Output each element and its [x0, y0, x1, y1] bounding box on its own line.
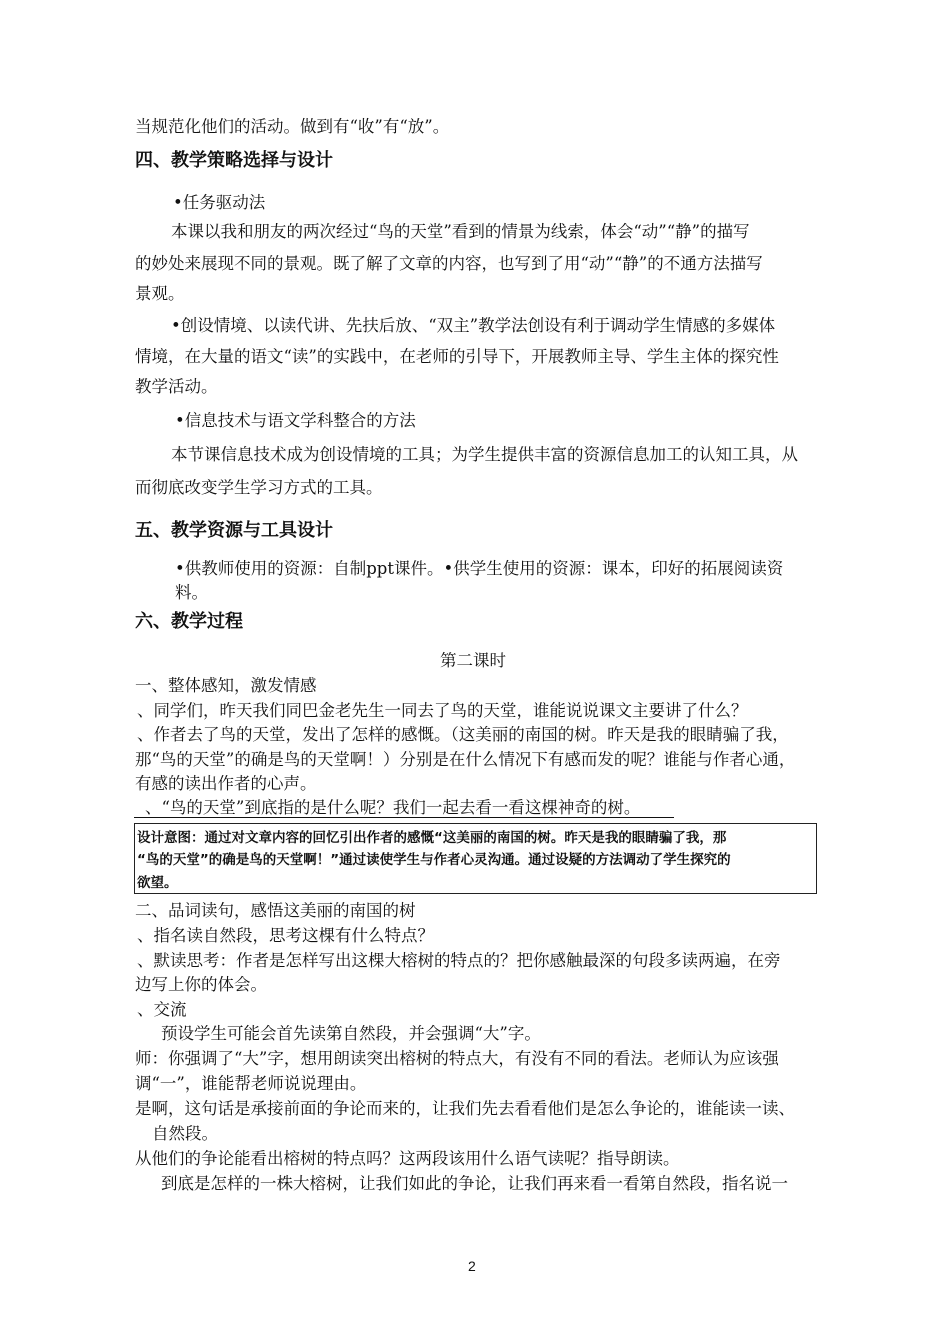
box-line: 欲望。 — [137, 875, 178, 891]
subheading: 一、整体感知，激发情感 — [135, 676, 317, 695]
text-line: 、作者去了鸟的天堂，发出了怎样的感慨。（这美丽的南国的树。昨天是我的眼睛骗了我， — [137, 725, 789, 744]
bullet-item: •信息技术与语文学科整合的方法 — [175, 411, 416, 430]
text-line: 教学活动。 — [135, 377, 218, 396]
text-line: 预设学生可能会首先读第自然段，并会强调“大”字。 — [161, 1024, 541, 1043]
box-line: 设计意图：通过对文章内容的回忆引出作者的感慨“这美丽的南国的树。昨天是我的眼睛骗了我，那 — [137, 830, 727, 846]
text-line: 、指名读自然段，思考这棵有什么特点？ — [137, 926, 434, 945]
text-line: 、同学们，昨天我们同巴金老先生一同去了鸟的天堂，谁能说说课文主要讲了什么？ — [137, 701, 748, 720]
text-line: 师：你强调了“大”字，想用朗读突出榕树的特点大，有没有不同的看法。老师认为应该强 — [135, 1049, 779, 1068]
bullet-item: •供教师使用的资源：自制ppt课件。•供学生使用的资源：课本，印好的拓展阅读资 — [175, 559, 784, 578]
text-line: 有感的读出作者的心声。 — [135, 774, 317, 793]
section-heading: 五、教学资源与工具设计 — [135, 520, 333, 541]
text-line: 到底是怎样的一株大榕树，让我们如此的争论，让我们再来看一看第自然段，指名说一 — [161, 1174, 788, 1193]
bullet-item: •任务驱动法 — [173, 193, 266, 212]
text-line: 本节课信息技术成为创设情境的工具；为学生提供丰富的资源信息加工的认知工具，从 — [171, 445, 798, 464]
text-line: 景观。 — [135, 284, 185, 303]
text-line: 当规范化他们的活动。做到有“收”有“放”。 — [135, 117, 450, 136]
text-line: 自然段。 — [152, 1124, 218, 1143]
text-line: 本课以我和朋友的两次经过“鸟的天堂”看到的情景为线索，体会“动”“静”的描写 — [171, 222, 750, 241]
underline-rule — [134, 817, 674, 818]
bullet-item: •创设情境、以读代讲、先扶后放、“双主”教学法创设有利于调动学生情感的多媒体 — [171, 316, 776, 335]
section-heading: 六、教学过程 — [135, 611, 243, 632]
subheading: 二、品词读句，感悟这美丽的南国的树 — [135, 901, 416, 920]
text-line: 、交流 — [137, 1000, 187, 1019]
text-line: 是啊，这句话是承接前面的争论而来的，让我们先去看看他们是怎么争论的，谁能读一读、 — [135, 1099, 795, 1118]
text-line: 从他们的争论能看出榕树的特点吗？这两段该用什么语气读呢？指导朗读。 — [135, 1149, 680, 1168]
section-heading: 四、教学策略选择与设计 — [135, 150, 333, 171]
text-line: 而彻底改变学生学习方式的工具。 — [135, 478, 383, 497]
text-line: 、“鸟的天堂”到底指的是什么呢？我们一起去看一看这棵神奇的树。 — [145, 798, 641, 817]
design-intent-box — [134, 823, 817, 894]
page-number: 2 — [468, 1258, 476, 1274]
text-line: 的妙处来展现不同的景观。既了解了文章的内容，也写到了用“动”“静”的不通方法描写 — [135, 254, 763, 273]
text-line: 边写上你的体会。 — [135, 975, 267, 994]
text-line: 料。 — [175, 583, 208, 602]
text-line: 那“鸟的天堂”的确是鸟的天堂啊！）分别是在什么情况下有感而发的呢？谁能与作者心通， — [135, 750, 796, 769]
text-line: 调“一”，谁能帮老师说说理由。 — [135, 1074, 367, 1093]
box-line: “鸟的天堂”的确是鸟的天堂啊！”通过读使学生与作者心灵沟通。通过设疑的方法调动了学生探究的 — [137, 852, 731, 868]
text-line: 、默读思考：作者是怎样写出这棵大榕树的特点的？把你感触最深的句段多读两遍，在旁 — [137, 951, 781, 970]
lesson-title: 第二课时 — [440, 651, 506, 670]
text-line: 情境，在大量的语文“读”的实践中，在老师的引导下，开展教师主导、学生主体的探究性 — [135, 347, 779, 366]
